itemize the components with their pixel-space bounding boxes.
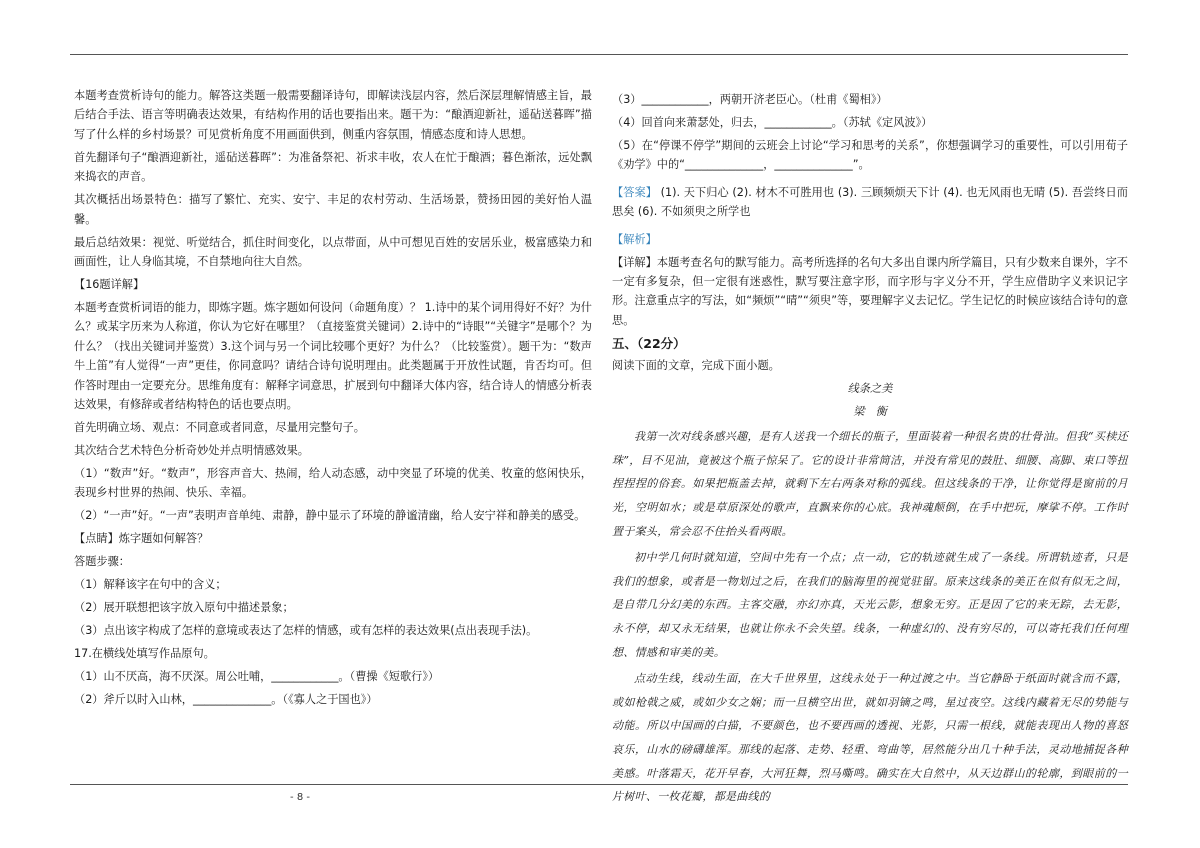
left-paragraph: 首先翻译句子“酿酒迎新社，遥砧送暮晖”：为准备祭祀、祈求丰收，农人在忙于酿酒；暮色渐浓，远处飘来捣衣的声音。 <box>74 150 592 184</box>
essay-title: 线条之美 <box>847 382 893 396</box>
q17-heading: 17.在横线处填写作品原句。 <box>74 647 215 661</box>
q17-item: （5）在“停课不停学”期间的云班会上讨论“学习和思考的关系”，你想强调学习的重要性，可以引用荀子《劝学》中的“______________，______________”。 <box>612 139 1128 172</box>
left-paragraph: 最后总结效果：视觉、听觉结合，抓住时间变化，以点带面，从中可想见百姓的安居乐业，极富感染力和画面性，让人身临其境，不自禁地向往大自然。 <box>74 235 592 269</box>
left-paragraph: （3）点出该字构成了怎样的意境或表达了怎样的情感，或有怎样的表达效果(点出表现手法)。 <box>74 624 538 638</box>
answer-block <box>612 183 1128 222</box>
top-rule <box>70 54 1128 55</box>
q17-item: （1）山不厌高，海不厌深。周公吐哺，____________。（曹操《短歌行》） <box>74 670 440 684</box>
instruction: 阅读下面的文章，完成下面小题。 <box>612 359 780 373</box>
q16-heading: 【16题详解】 <box>74 278 145 292</box>
left-paragraph: （2）展开联想把该字放入原句中描述景象； <box>74 601 294 615</box>
left-paragraph: 其次结合艺术特色分析奇妙处并点明情感效果。 <box>74 444 309 458</box>
detail-paragraph: 【详解】本题考查名句的默写能力。高考所选择的名句大多出自课内所学篇目，只有少数来自课外，字不一定有多复杂，但一定很有迷惑性，默写要注意字形，而字形与字义分不开，学生应借助字义来识记字形。注意重点字的写法，如“频烦”“晴”“须臾”等，要理解字义去记忆。学生记忆的时候应该结合诗句的意思。 <box>612 255 1128 327</box>
essay-paragraph: 点动生线，线动生面，在大千世界里，这线永处于一种过渡之中。当它静卧于纸面时就含而不露，或如枪戟之威，或如少女之娴；而一旦横空出世，就如羽镝之鸣，星过夜空。这线内藏着无尽的势能与动能。所以中国画的白描，不要颜色，也不要西画的透视、光影，只需一根线，就能表现出人物的喜怒哀乐，山水的磅礴雄浑。那线的起落、走势、轻重、弯曲等，居然能分出几十种手法，灵动地捕捉各种美感。叶落霜天，花开早春，大河狂舞，烈马嘶鸣。确实在大自然中，从天边群山的轮廓，到眼前的一片树叶、一枚花瓣，都是曲线的 <box>612 672 1128 804</box>
essay-paragraph: 初中学几何时就知道，空间中先有一个点；点一动，它的轨迹就生成了一条线。所谓轨迹者，只是我们的想象，或者是一物划过之后，在我们的脑海里的视觉驻留。原来这线条的美正在似有似无之间，是自带几分幻美的东西。主客交融，亦幻亦真，天光云影，想象无穷。正是因了它的来无踪，去无影，永不停，却又永无结果，也就让你永不会失望。线条，一种虚幻的、没有穷尽的，可以寄托我们任何理想、情感和审美的美。 <box>612 551 1128 659</box>
q17-item: （4）回首向来萧瑟处，归去，____________。（苏轼《定风波》） <box>612 116 933 129</box>
answer-tag: 【答案】 <box>612 185 658 199</box>
left-paragraph: 首先明确立场、观点：不同意或者同意，尽量用完整句子。 <box>74 421 365 435</box>
left-column <box>74 86 592 713</box>
essay-author: 梁 衡 <box>853 405 887 419</box>
left-paragraph: （2）“一声”好。“一声”表明声音单纯、肃静，静中显示了环境的静谧清幽，给人安宁祥和静美的感受。 <box>74 509 586 523</box>
left-paragraph: 本题考查赏析词语的能力，即炼字题。炼字题如何设问（命题角度）？ 1.诗中的某个词用得好不好？为什么？或某字历来为人称道，你认为它好在哪里？（直接鉴赏关键词）2.诗中的“诗眼”“关键字”是哪个？为什么？（找出关键词并鉴赏）3.这个词与另一个词比较哪个更好？为什么？（比较鉴赏）。题干为：“数声牛上笛”有人觉得“一声”更佳，你同意吗？请结合诗句说明理由。此类题属于开放性试题，肯否均可。但作答时理由一定要充分。思维角度有：解释字词意思，扩展到句中翻译大体内容，结合诗人的情感分析表达效果，有修辞或者结构特色的话也要点明。 <box>74 301 592 412</box>
bottom-rule <box>70 784 1128 785</box>
section-heading: 五、（22分） <box>612 335 686 351</box>
q17-item: （3）____________，两朝开济老臣心。（杜甫《蜀相》） <box>612 93 888 106</box>
left-paragraph: （1）解释该字在句中的含义； <box>74 578 227 592</box>
page-number: - 8 - <box>290 792 310 803</box>
left-paragraph: （1）“数声”好。“数声”，形容声音大、热闹，给人动态感，动中突显了环境的优美、牧童的悠闲快乐，表现乡村世界的热闹、快乐、幸福。 <box>74 467 592 500</box>
essay-paragraph: 我第一次对线条感兴趣，是有人送我一个细长的瓶子，里面装着一种很名贵的壮骨油。但我“买椟还珠”，目不见油，竟被这个瓶子惊呆了。它的设计非常简洁，并没有常见的鼓肚、细腰、高脚、束口等扭捏捏捏的俗套。如果把瓶盖去掉，就剩下左右两条对称的弧线。但这线条的干净，让你觉得是窗前的月光，空明如水；或是草原深处的歌声，直飘来你的心底。我神魂颠倒，在手中把玩，摩挲不停。工作时置于案头，常会忍不住抬头看两眼。 <box>612 430 1128 538</box>
left-paragraph: 答题步骤： <box>74 555 130 569</box>
dianjing-heading: 【点睛】炼字题如何解答？ <box>74 532 209 546</box>
q17-item: （2）斧斤以时入山林，______________。（《寡人之于国也》） <box>74 693 378 707</box>
answer-text: (1). 天下归心 (2). 材木不可胜用也 (3). 三顾频烦天下计 (4). 也无风雨也无晴 (5). 吾尝终日而思矣 (6). 不如须臾之所学也 <box>612 185 1128 219</box>
analysis-tag: 【解析】 <box>612 232 657 246</box>
left-paragraph: 本题考查赏析诗句的能力。解答这类题一般需要翻译诗句，即解读浅层内容，然后深层理解情感主旨，最后结合手法、语言等明确表达效果，有结构作用的话也要指出来。题干为：“酿酒迎新社，遥砧送暮晖”描写了什么样的乡村场景？可见赏析角度不用画面供到，侧重内容氛围，情感态度和诗人思想。 <box>74 89 592 141</box>
right-column <box>612 90 1128 812</box>
left-paragraph: 其次概括出场景特色：描写了繁忙、充实、安宁、丰足的农村劳动、生活场景，赞扬田园的美好怡人温馨。 <box>74 193 592 226</box>
